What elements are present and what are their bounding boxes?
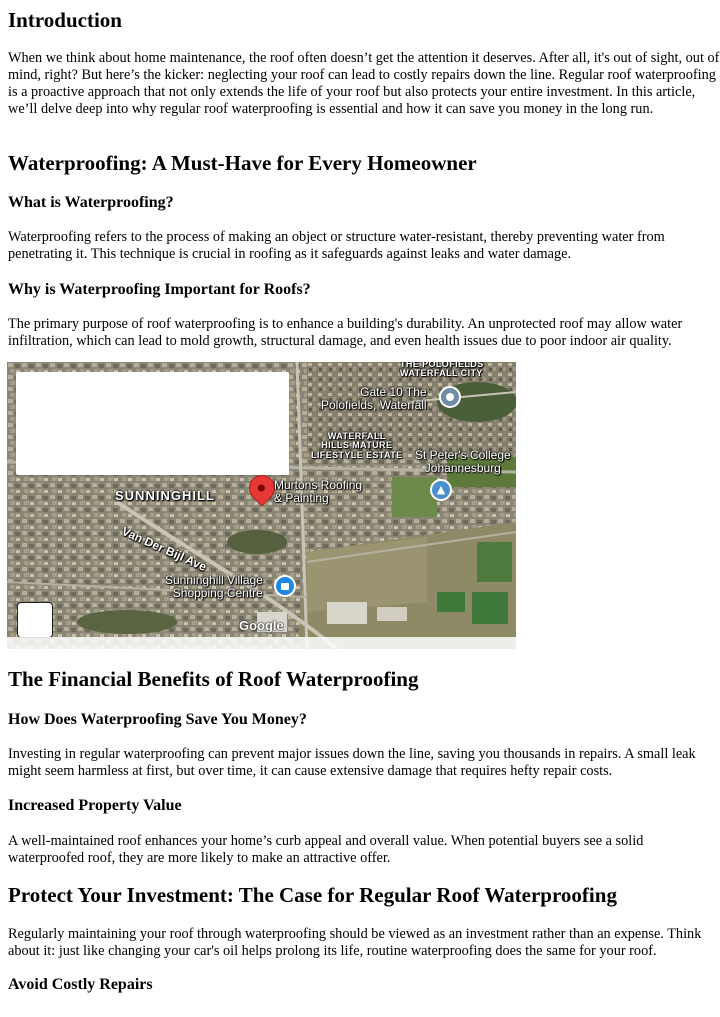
google-logo: Google (239, 618, 284, 633)
intro-paragraph: When we think about home maintenance, the roof often doesn’t get the attention it deserves. After all, it's out of sight, out of mind, right? But here’s the kicker: neglecting your roof can lead to costly repairs down the line. Regular roof waterproofing is a proactive approach that not only extends the life of your roof but also protects your entire investment. In this article, we’ll delve deep into why regular roof waterproofing is essential and how it can save you money in the long run. (8, 50, 720, 117)
map-label-van-der-bijl: Van Der Bijl Ave (119, 524, 209, 574)
financial-benefits-heading: The Financial Benefits of Roof Waterproofing (8, 667, 419, 691)
map-label-village: Sunninghill Village Shopping Centre (165, 573, 263, 600)
protect-investment-heading: Protect Your Investment: The Case for Regular Roof Waterproofing (8, 883, 617, 907)
property-value-paragraph: A well-maintained roof enhances your home’s curb appeal and overall value. When potential buyers see a solid waterproofed roof, they are more likely to make an attractive offer. (8, 833, 644, 866)
why-important-paragraph: The primary purpose of roof waterproofing is to enhance a building's durability. An unprotected roof may allow water infiltration, which can lead to mold growth, structural damage, and even health issues due to poor indoor air quality. (8, 316, 683, 349)
avoid-repairs-heading: Avoid Costly Repairs (8, 976, 153, 993)
map-type-toggle-button[interactable] (17, 602, 53, 638)
shopping-marker-icon[interactable] (274, 575, 296, 597)
waterproofing-heading: Waterproofing: A Must-Have for Every Homeowner (8, 151, 477, 175)
what-is-waterproofing-heading: What is Waterproofing? (8, 194, 174, 211)
protect-investment-paragraph: Regularly maintaining your roof through waterproofing should be viewed as an investment rather than an expense. Think about it: just like changing your car's oil helps prolong its life, routine waterproofing does the same for your roof. (8, 926, 702, 959)
map-label-st-peters: St Peter's College Johannesburg (415, 448, 511, 475)
school-marker-icon[interactable]: ▲ (430, 479, 452, 501)
place-info-card[interactable] (16, 372, 289, 475)
map-label-waterfall-city: THE POLOFIELDS WATERFALL CITY (400, 362, 484, 379)
map-label-gate10: Gate 10 The Polofields, Waterfall (321, 385, 427, 412)
embedded-map[interactable] (7, 362, 516, 649)
save-money-heading: How Does Waterproofing Save You Money? (8, 711, 307, 728)
save-money-paragraph: Investing in regular waterproofing can prevent major issues down the line, saving you thousands in repairs. A small leak might seem harmless at first, but over time, it can cause extensive damage that requires hefty repair costs. (8, 746, 696, 779)
gate10-marker-icon[interactable] (439, 386, 461, 408)
map-label-sunninghill: SUNNINGHILL (115, 488, 215, 503)
map-label-hills-estate: WATERFALL HILLS MATURE LIFESTYLE ESTATE (311, 431, 403, 460)
what-is-waterproofing-paragraph: Waterproofing refers to the process of making an object or structure water-resistant, thereby preventing water from penetrating it. This technique is crucial in roofing as it safeguards against leaks and water damage. (8, 229, 665, 262)
map-attribution-bar (7, 637, 516, 649)
intro-heading: Introduction (8, 8, 122, 32)
property-value-heading: Increased Property Value (8, 797, 182, 814)
why-important-heading: Why is Waterproofing Important for Roofs? (8, 281, 311, 298)
map-label-murtons[interactable]: Murtons Roofing & Painting (274, 478, 363, 505)
